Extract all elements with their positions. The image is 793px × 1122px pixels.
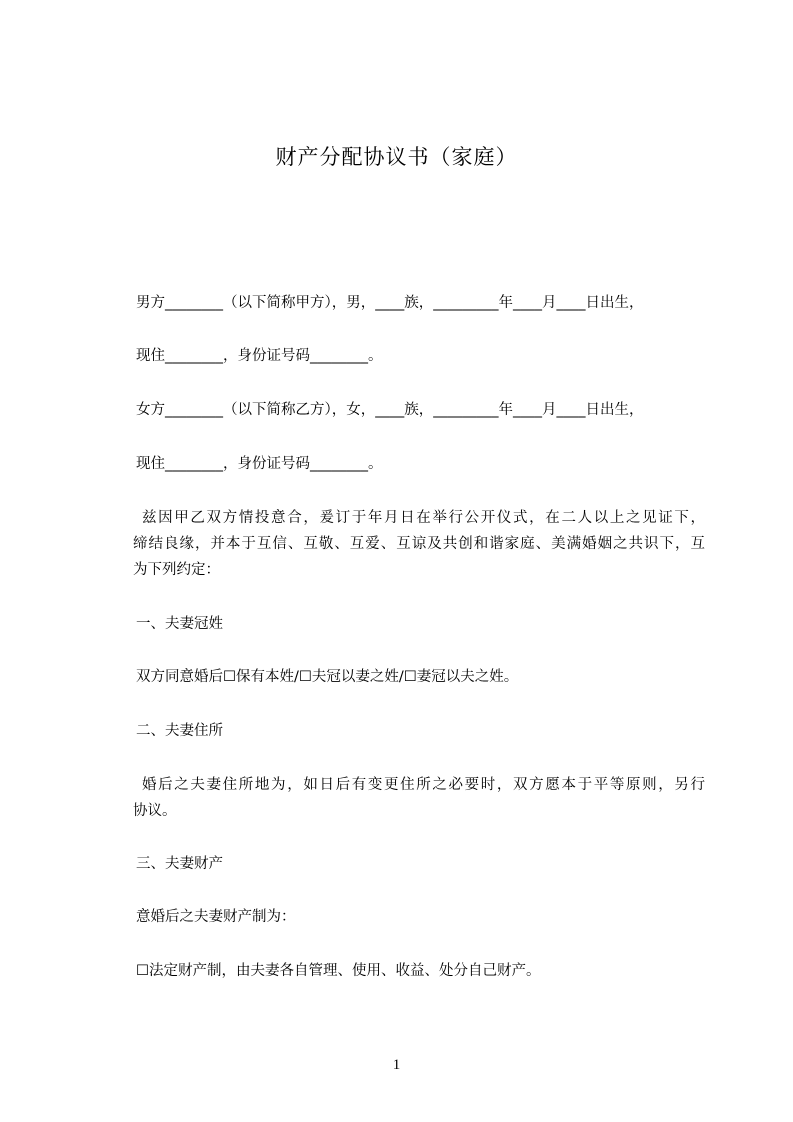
section-1-text: 双方同意婚后☐保有本姓/☐夫冠以妻之姓/☐妻冠以夫之姓。	[136, 669, 519, 685]
section-2-heading: 二、夫妻住所	[136, 723, 223, 739]
page-number: 1	[392, 1057, 401, 1073]
male-residence-line: 现住________，身份证号码________。	[136, 348, 383, 364]
intro-line-1: 兹因甲乙双方情投意合，爰订于年月日在举行公开仪式，在二人以上之见证下，	[142, 510, 705, 526]
intro-line-3: 为下列约定：	[133, 562, 220, 578]
document-title: 财产分配协议书（家庭）	[275, 145, 518, 169]
female-party-line: 女方________（以下简称乙方），女，____族，_________年____月____日出生，	[136, 402, 644, 418]
section-3-text: 意婚后之夫妻财产制为：	[136, 909, 296, 925]
section-3-option-1: ☐法定财产制，由夫妻各自管理、使用、收益、处分自己财产。	[136, 963, 541, 979]
section-2-paragraph	[133, 772, 705, 824]
section-3-heading: 三、夫妻财产	[136, 856, 223, 872]
intro-paragraph	[133, 505, 705, 583]
section-2-line-1: 婚后之夫妻住所地为，如日后有变更住所之必要时，双方愿本于平等原则，另行	[142, 777, 705, 793]
female-residence-line: 现住________，身份证号码________。	[136, 456, 383, 472]
intro-line-2: 缔结良缘，并本于互信、互敬、互爱、互谅及共创和谐家庭、美满婚姻之共识下，互	[133, 536, 705, 552]
male-party-line: 男方________（以下简称甲方），男，____族，_________年____月____日出生，	[136, 295, 644, 311]
section-2-line-2: 协议。	[133, 803, 177, 819]
section-1-heading: 一、夫妻冠姓	[136, 616, 223, 632]
